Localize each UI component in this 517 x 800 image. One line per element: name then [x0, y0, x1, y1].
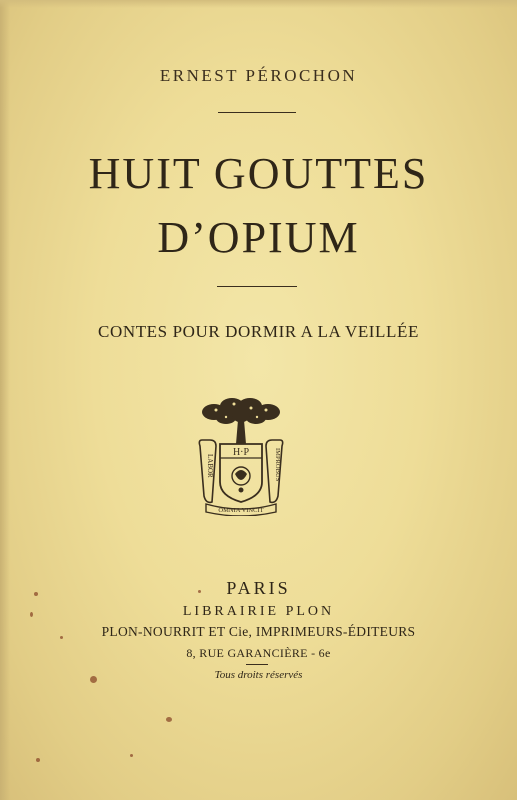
svg-text:IMPROBUS: IMPROBUS: [274, 448, 281, 482]
title-line-2: D’OPIUM: [157, 213, 360, 262]
foxing-spot: [130, 754, 133, 757]
divider-bottom: [246, 664, 268, 665]
divider-top: [218, 112, 296, 113]
title-line-1: HUIT GOUTTES: [88, 149, 429, 198]
foxing-spot: [90, 676, 97, 683]
foxing-spot: [30, 612, 33, 617]
subtitle: CONTES POUR DORMIR A LA VEILLÉE: [98, 322, 419, 341]
publisher-address: 8, RUE GARANCIÈRE - 6e: [186, 646, 331, 660]
publisher-city: PARIS: [226, 578, 291, 598]
svg-text:OMNIA VINCIT: OMNIA VINCIT: [218, 507, 264, 514]
printer-device-icon: [196, 396, 286, 516]
svg-text:H·P: H·P: [232, 447, 250, 458]
paper-top-shadow: [0, 0, 517, 8]
publisher-name: LIBRAIRIE PLON: [182, 604, 335, 619]
foxing-spot: [166, 717, 172, 722]
foxing-spot: [34, 592, 38, 596]
printers-line: PLON-NOURRIT ET Cie, IMPRIMEURS-ÉDITEURS: [101, 624, 416, 639]
foxing-spot: [60, 636, 63, 639]
author-name: ERNEST PÉROCHON: [159, 66, 358, 85]
svg-text:LABOR: LABOR: [206, 454, 214, 478]
rights-notice: Tous droits réservés: [214, 669, 303, 681]
foxing-spot: [198, 590, 201, 593]
foxing-spot: [36, 758, 40, 762]
divider-middle: [217, 286, 297, 287]
